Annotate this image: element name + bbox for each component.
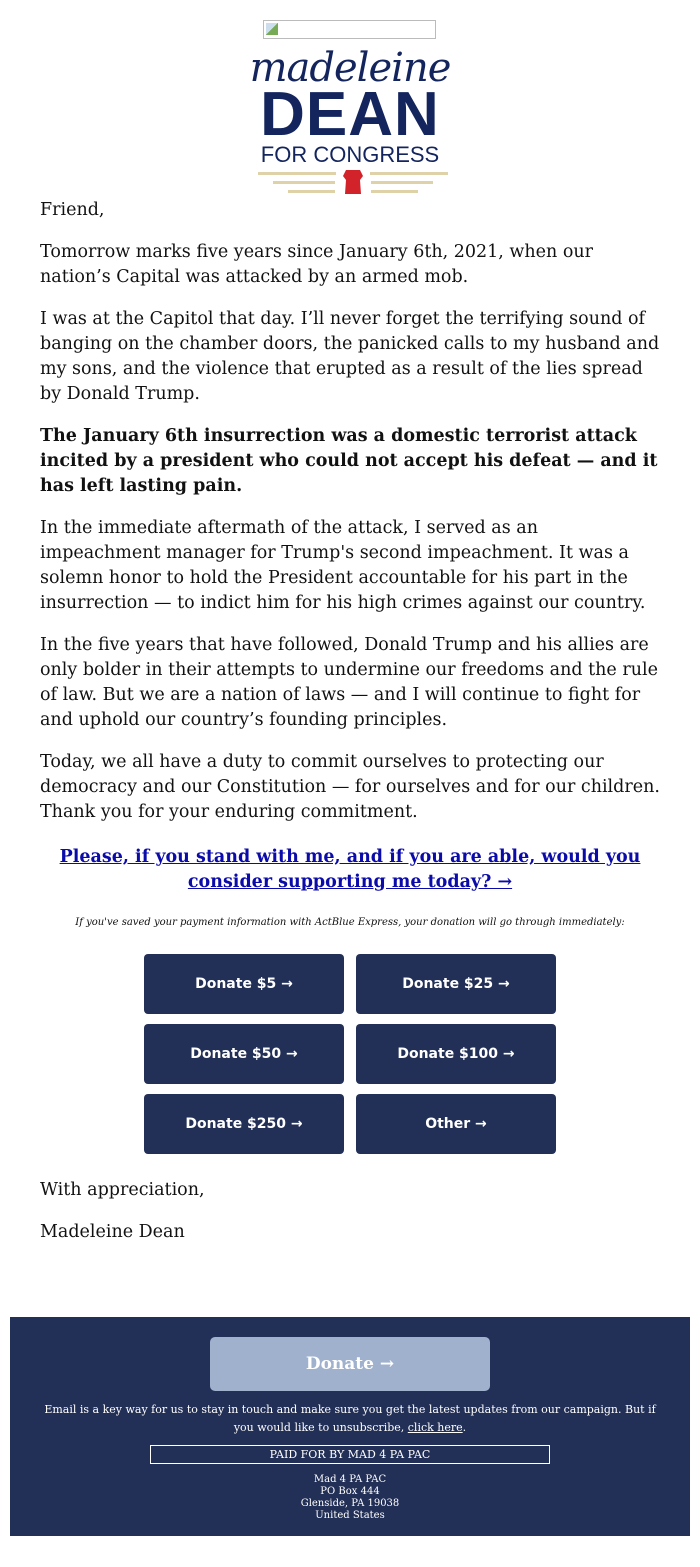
keystone-icon: [258, 170, 448, 196]
broken-image-icon: [263, 20, 436, 39]
footer-donate-button[interactable]: Donate →: [210, 1337, 490, 1391]
campaign-logo: [0, 0, 700, 198]
donate-100-button[interactable]: Donate $100 →: [356, 1024, 556, 1084]
paragraph: Tomorrow marks five years since January 6th, 2021, when our nation’s Capital was attacked by an armed mob.: [40, 242, 594, 287]
donate-25-button[interactable]: Donate $25 →: [356, 954, 556, 1014]
donate-250-button[interactable]: Donate $250 →: [144, 1094, 344, 1154]
greeting: Friend,: [40, 200, 105, 220]
address-line: United States: [315, 1510, 385, 1521]
logo-script: madeleine: [249, 45, 451, 91]
paragraph: In the five years that have followed, Donald Trump and his allies are only bolder in their attempts to undermine our freedoms and the rule of law. But we are a nation of laws — and I will continue to fight for and uphold our country’s founding principles.: [40, 635, 658, 730]
footer: [10, 1317, 690, 1536]
support-link[interactable]: Please, if you stand with me, and if you are able, would you consider supporting me today? →: [59, 847, 641, 892]
paid-for-disclaimer: PAID FOR BY MAD 4 PA PAC: [150, 1445, 550, 1464]
donate-5-button[interactable]: Donate $5 →: [144, 954, 344, 1014]
unsubscribe-link[interactable]: click here: [407, 1421, 463, 1434]
donate-other-button[interactable]: Other →: [356, 1094, 556, 1154]
logo-tagline: FOR CONGRESS: [260, 142, 440, 167]
closing: With appreciation,: [40, 1180, 205, 1200]
mailing-address: [10, 1474, 690, 1522]
signature: Madeleine Dean: [40, 1222, 185, 1242]
express-note: If you've saved your payment information with ActBlue Express, your donation will go through immediately:: [75, 917, 625, 928]
donate-grid: [40, 954, 660, 1154]
paragraph: Today, we all have a duty to commit ourselves to protecting our democracy and our Constitution — for ourselves and for our children. Thank you for your enduring commitment.: [40, 752, 660, 822]
paragraph: In the immediate aftermath of the attack, I served as an impeachment manager for Trump's second impeachment. It was a solemn honor to hold the President accountable for his part in the insurrection — to indict him for his high crimes against our country.: [40, 518, 646, 613]
unsubscribe-copy: Email is a key way for us to stay in touch and make sure you get the latest updates from our campaign. But if you would like to unsubscribe,: [44, 1403, 656, 1434]
unsubscribe-text: Email is a key way for us to stay in touch and make sure you get the latest updates from our campaign. But if you would like to unsubscribe, click here.: [44, 1403, 656, 1434]
paragraph-bold: The January 6th insurrection was a domestic terrorist attack incited by a president who could not accept his defeat — and it has left lasting pain.: [40, 426, 658, 496]
donate-50-button[interactable]: Donate $50 →: [144, 1024, 344, 1084]
address-line: Mad 4 PA PAC: [313, 1474, 387, 1485]
address-line: PO Box 444: [320, 1486, 380, 1497]
address-line: Glenside, PA 19038: [300, 1498, 400, 1509]
paragraph: I was at the Capitol that day. I’ll never forget the terrifying sound of banging on the chamber doors, the panicked calls to my husband and my sons, and the violence that erupted as a result of the lies spread by Donald Trump.: [40, 309, 660, 404]
logo-name: DEAN: [260, 80, 440, 149]
